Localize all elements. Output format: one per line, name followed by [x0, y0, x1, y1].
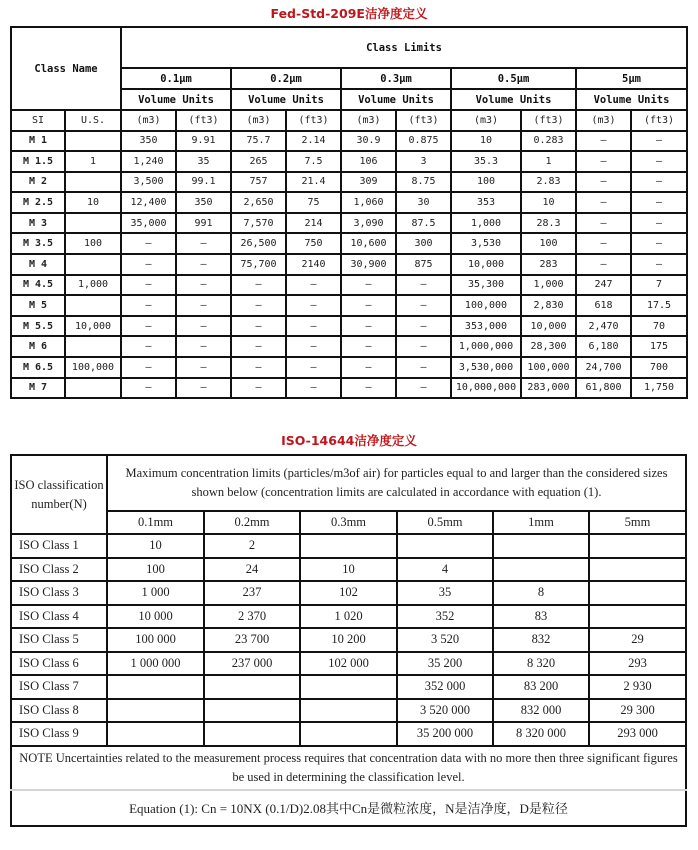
class-row: [11, 254, 687, 275]
concentration-value-cell: 102 000: [300, 652, 397, 676]
limit-value-cell: 175: [631, 336, 687, 357]
concentration-value-cell: 35 200 000: [397, 722, 493, 746]
concentration-value-cell: 10 000: [107, 605, 204, 629]
limit-value-cell: 214: [286, 213, 341, 234]
si-class-cell: M 5: [11, 295, 65, 316]
limit-value-cell: –: [631, 151, 687, 172]
us-class-cell: [65, 336, 121, 357]
limit-value-cell: 75.7: [231, 131, 286, 152]
concentration-value-cell: 293: [589, 652, 686, 676]
concentration-value-cell: 237 000: [204, 652, 300, 676]
iso-class-label: ISO Class 2: [11, 558, 107, 582]
limit-value-cell: 75,700: [231, 254, 286, 275]
class-row: [11, 336, 687, 357]
limit-value-cell: 2140: [286, 254, 341, 275]
us-class-cell: 1: [65, 151, 121, 172]
concentration-value-cell: 4: [397, 558, 493, 582]
limit-value-cell: –: [576, 131, 631, 152]
concentration-value-cell: 3 520 000: [397, 699, 493, 723]
limit-value-cell: –: [176, 357, 231, 378]
particle-size-header: 0.5mm: [397, 511, 493, 534]
limit-value-cell: 21.4: [286, 172, 341, 193]
measurement-note: NOTE Uncertainties related to the measurement process requires that concentration data with no more then three significant figures be used in determining the classification level.: [11, 746, 686, 790]
iso-class-label: ISO Class 5: [11, 628, 107, 652]
concentration-value-cell: [589, 605, 686, 629]
equation-text: Equation (1): Cn = 10NX (0.1/D)2.08其中Cn是微粒浓度，N是洁净度，D是粒径: [11, 790, 686, 826]
concentration-value-cell: 352: [397, 605, 493, 629]
concentration-value-cell: [589, 558, 686, 582]
limit-value-cell: 2.83: [521, 172, 576, 193]
us-class-cell: 10: [65, 192, 121, 213]
concentration-value-cell: 100 000: [107, 628, 204, 652]
volume-units-header: Volume Units: [341, 89, 451, 110]
limit-value-cell: 353,000: [451, 316, 521, 337]
limit-value-cell: 3,530: [451, 233, 521, 254]
limit-value-cell: 10,000: [521, 316, 576, 337]
iso-class-label: ISO Class 8: [11, 699, 107, 723]
concentration-value-cell: [493, 558, 589, 582]
concentration-value-cell: [204, 699, 300, 723]
limit-value-cell: –: [631, 254, 687, 275]
iso-class-label: ISO Class 7: [11, 675, 107, 699]
limit-value-cell: –: [341, 336, 396, 357]
si-class-cell: M 1: [11, 131, 65, 152]
limit-value-cell: 1,060: [341, 192, 396, 213]
concentration-value-cell: 23 700: [204, 628, 300, 652]
concentration-value-cell: [589, 581, 686, 605]
concentration-value-cell: 29: [589, 628, 686, 652]
concentration-value-cell: 8 320 000: [493, 722, 589, 746]
limit-value-cell: –: [176, 295, 231, 316]
iso-class-row: [11, 534, 686, 558]
concentration-value-cell: [300, 699, 397, 723]
concentration-value-cell: 24: [204, 558, 300, 582]
limit-value-cell: –: [576, 254, 631, 275]
iso-class-row: [11, 722, 686, 746]
iso-class-row: [11, 605, 686, 629]
limit-value-cell: 6,180: [576, 336, 631, 357]
concentration-value-cell: [300, 722, 397, 746]
us-class-cell: [65, 213, 121, 234]
limit-value-cell: –: [576, 233, 631, 254]
limit-value-cell: 700: [631, 357, 687, 378]
unit-ft3-header: (ft3): [286, 110, 341, 131]
limit-value-cell: 350: [176, 192, 231, 213]
concentration-value-cell: 293 000: [589, 722, 686, 746]
iso-class-label: ISO Class 9: [11, 722, 107, 746]
concentration-value-cell: 83 200: [493, 675, 589, 699]
size-header: 0.5μm: [451, 68, 576, 89]
class-row: [11, 275, 687, 296]
class-row: [11, 213, 687, 234]
limit-value-cell: –: [286, 378, 341, 399]
si-class-cell: M 5.5: [11, 316, 65, 337]
limit-value-cell: –: [176, 336, 231, 357]
limit-value-cell: –: [631, 213, 687, 234]
limit-value-cell: 875: [396, 254, 451, 275]
concentration-value-cell: 1 000 000: [107, 652, 204, 676]
particle-size-header: 1mm: [493, 511, 589, 534]
limit-value-cell: –: [231, 357, 286, 378]
class-row: [11, 192, 687, 213]
concentration-limits-header: Maximum concentration limits (particles/m3of air) for particles equal to and larger than the considered sizes shown below (concentration limits are calculated in accordance with equation (1).: [107, 455, 686, 511]
us-header: U.S.: [65, 110, 121, 131]
limit-value-cell: –: [121, 336, 176, 357]
concentration-value-cell: [107, 699, 204, 723]
limit-value-cell: 10: [521, 192, 576, 213]
limit-value-cell: 24,700: [576, 357, 631, 378]
limit-value-cell: 3,530,000: [451, 357, 521, 378]
concentration-value-cell: [493, 534, 589, 558]
limit-value-cell: 283: [521, 254, 576, 275]
concentration-value-cell: [107, 722, 204, 746]
limit-value-cell: 100,000: [521, 357, 576, 378]
limit-value-cell: 30,900: [341, 254, 396, 275]
si-class-cell: M 2.5: [11, 192, 65, 213]
limit-value-cell: 1,240: [121, 151, 176, 172]
concentration-value-cell: [107, 675, 204, 699]
limit-value-cell: 2,650: [231, 192, 286, 213]
limit-value-cell: 61,800: [576, 378, 631, 399]
concentration-value-cell: 10 200: [300, 628, 397, 652]
us-class-cell: 1,000: [65, 275, 121, 296]
concentration-value-cell: 29 300: [589, 699, 686, 723]
limit-value-cell: 12,400: [121, 192, 176, 213]
limit-value-cell: –: [286, 275, 341, 296]
limit-value-cell: 100: [521, 233, 576, 254]
limit-value-cell: 247: [576, 275, 631, 296]
limit-value-cell: –: [341, 275, 396, 296]
concentration-value-cell: 1 000: [107, 581, 204, 605]
limit-value-cell: 10,000: [451, 254, 521, 275]
limit-value-cell: 3: [396, 151, 451, 172]
limit-value-cell: 283,000: [521, 378, 576, 399]
class-row: [11, 233, 687, 254]
limit-value-cell: 2,470: [576, 316, 631, 337]
iso-class-label: ISO Class 3: [11, 581, 107, 605]
si-class-cell: M 2: [11, 172, 65, 193]
limit-value-cell: –: [576, 213, 631, 234]
iso-class-label: ISO Class 4: [11, 605, 107, 629]
limit-value-cell: –: [396, 378, 451, 399]
limit-value-cell: 0.875: [396, 131, 451, 152]
volume-units-header: Volume Units: [121, 89, 231, 110]
unit-ft3-header: (ft3): [396, 110, 451, 131]
unit-m3-header: (m3): [451, 110, 521, 131]
limit-value-cell: 2,830: [521, 295, 576, 316]
size-header: 0.2μm: [231, 68, 341, 89]
limit-value-cell: 309: [341, 172, 396, 193]
limit-value-cell: 100: [451, 172, 521, 193]
concentration-value-cell: [589, 534, 686, 558]
iso-class-row: [11, 628, 686, 652]
concentration-value-cell: [300, 534, 397, 558]
limit-value-cell: 9.91: [176, 131, 231, 152]
iso-class-row: [11, 699, 686, 723]
volume-units-header: Volume Units: [576, 89, 687, 110]
class-name-header: Class Name: [11, 27, 121, 110]
concentration-value-cell: [204, 722, 300, 746]
limit-value-cell: –: [396, 295, 451, 316]
limit-value-cell: –: [121, 295, 176, 316]
limit-value-cell: –: [286, 357, 341, 378]
limit-value-cell: 1,000: [451, 213, 521, 234]
concentration-value-cell: [204, 675, 300, 699]
limit-value-cell: –: [396, 357, 451, 378]
unit-m3-header: (m3): [121, 110, 176, 131]
limit-value-cell: –: [231, 336, 286, 357]
limit-value-cell: –: [176, 378, 231, 399]
size-header: 0.1μm: [121, 68, 231, 89]
limit-value-cell: –: [231, 378, 286, 399]
limit-value-cell: –: [576, 151, 631, 172]
concentration-value-cell: 3 520: [397, 628, 493, 652]
limit-value-cell: –: [121, 316, 176, 337]
limit-value-cell: 99.1: [176, 172, 231, 193]
iso-14644-table: [10, 454, 687, 827]
concentration-value-cell: 2: [204, 534, 300, 558]
limit-value-cell: –: [341, 378, 396, 399]
size-header: 0.3μm: [341, 68, 451, 89]
limit-value-cell: –: [576, 192, 631, 213]
limit-value-cell: 100,000: [451, 295, 521, 316]
limit-value-cell: –: [396, 275, 451, 296]
concentration-value-cell: 2 370: [204, 605, 300, 629]
us-class-cell: [65, 295, 121, 316]
limit-value-cell: 30.9: [341, 131, 396, 152]
particle-size-header: 0.3mm: [300, 511, 397, 534]
us-class-cell: 10,000: [65, 316, 121, 337]
concentration-value-cell: 10: [107, 534, 204, 558]
concentration-value-cell: 8 320: [493, 652, 589, 676]
concentration-value-cell: 1 020: [300, 605, 397, 629]
limit-value-cell: 353: [451, 192, 521, 213]
particle-size-header: 5mm: [589, 511, 686, 534]
concentration-value-cell: 352 000: [397, 675, 493, 699]
limit-value-cell: –: [631, 192, 687, 213]
class-row: [11, 295, 687, 316]
limit-value-cell: 3,500: [121, 172, 176, 193]
limit-value-cell: –: [286, 295, 341, 316]
limit-value-cell: –: [231, 295, 286, 316]
limit-value-cell: 0.283: [521, 131, 576, 152]
limit-value-cell: 35: [176, 151, 231, 172]
si-class-cell: M 7: [11, 378, 65, 399]
limit-value-cell: 3,090: [341, 213, 396, 234]
limit-value-cell: –: [286, 336, 341, 357]
concentration-value-cell: 2 930: [589, 675, 686, 699]
iso-14644-title: ISO-14644洁净度定义: [281, 433, 417, 448]
limit-value-cell: 26,500: [231, 233, 286, 254]
unit-ft3-header: (ft3): [631, 110, 687, 131]
limit-value-cell: –: [576, 172, 631, 193]
limit-value-cell: 35.3: [451, 151, 521, 172]
concentration-value-cell: [397, 534, 493, 558]
limit-value-cell: –: [341, 357, 396, 378]
si-class-cell: M 4.5: [11, 275, 65, 296]
unit-m3-header: (m3): [231, 110, 286, 131]
si-class-cell: M 6: [11, 336, 65, 357]
concentration-value-cell: 832 000: [493, 699, 589, 723]
si-class-cell: M 6.5: [11, 357, 65, 378]
limit-value-cell: –: [631, 172, 687, 193]
limit-value-cell: 75: [286, 192, 341, 213]
iso-classification-header: ISO classification number(N): [11, 455, 107, 534]
limit-value-cell: 35,000: [121, 213, 176, 234]
size-header: 5μm: [576, 68, 687, 89]
limit-value-cell: 17.5: [631, 295, 687, 316]
limit-value-cell: 991: [176, 213, 231, 234]
limit-value-cell: 7,570: [231, 213, 286, 234]
limit-value-cell: 8.75: [396, 172, 451, 193]
limit-value-cell: 300: [396, 233, 451, 254]
si-class-cell: M 3.5: [11, 233, 65, 254]
limit-value-cell: –: [176, 316, 231, 337]
limit-value-cell: 1,750: [631, 378, 687, 399]
us-class-cell: [65, 172, 121, 193]
iso-class-row: [11, 558, 686, 582]
iso-class-label: ISO Class 6: [11, 652, 107, 676]
concentration-value-cell: 8: [493, 581, 589, 605]
limit-value-cell: –: [631, 131, 687, 152]
limit-value-cell: 106: [341, 151, 396, 172]
class-row: [11, 357, 687, 378]
limit-value-cell: –: [396, 336, 451, 357]
limit-value-cell: –: [231, 275, 286, 296]
limit-value-cell: 87.5: [396, 213, 451, 234]
concentration-value-cell: 102: [300, 581, 397, 605]
concentration-value-cell: 35 200: [397, 652, 493, 676]
iso-class-row: [11, 675, 686, 699]
us-class-cell: 100,000: [65, 357, 121, 378]
limit-value-cell: –: [631, 233, 687, 254]
limit-value-cell: 30: [396, 192, 451, 213]
limit-value-cell: 7.5: [286, 151, 341, 172]
concentration-value-cell: 100: [107, 558, 204, 582]
limit-value-cell: 757: [231, 172, 286, 193]
limit-value-cell: 28,300: [521, 336, 576, 357]
particle-size-header: 0.2mm: [204, 511, 300, 534]
fed-std-209e-table: [10, 26, 688, 399]
limit-value-cell: –: [231, 316, 286, 337]
limit-value-cell: 750: [286, 233, 341, 254]
us-class-cell: [65, 131, 121, 152]
limit-value-cell: 28.3: [521, 213, 576, 234]
particle-size-header: 0.1mm: [107, 511, 204, 534]
si-header: SI: [11, 110, 65, 131]
limit-value-cell: 10: [451, 131, 521, 152]
limit-value-cell: 1: [521, 151, 576, 172]
concentration-value-cell: 237: [204, 581, 300, 605]
limit-value-cell: 35,300: [451, 275, 521, 296]
class-row: [11, 316, 687, 337]
limit-value-cell: –: [121, 254, 176, 275]
limit-value-cell: –: [121, 275, 176, 296]
us-class-cell: [65, 378, 121, 399]
unit-m3-header: (m3): [576, 110, 631, 131]
limit-value-cell: 2.14: [286, 131, 341, 152]
limit-value-cell: –: [396, 316, 451, 337]
us-class-cell: [65, 254, 121, 275]
concentration-value-cell: 83: [493, 605, 589, 629]
iso-class-row: [11, 652, 686, 676]
limit-value-cell: 1,000: [521, 275, 576, 296]
limit-value-cell: –: [121, 357, 176, 378]
concentration-value-cell: [300, 675, 397, 699]
volume-units-header: Volume Units: [451, 89, 576, 110]
iso-class-label: ISO Class 1: [11, 534, 107, 558]
concentration-value-cell: 35: [397, 581, 493, 605]
volume-units-header: Volume Units: [231, 89, 341, 110]
limit-value-cell: 265: [231, 151, 286, 172]
unit-ft3-header: (ft3): [176, 110, 231, 131]
class-limits-header: Class Limits: [121, 27, 687, 68]
iso-class-row: [11, 581, 686, 605]
unit-ft3-header: (ft3): [521, 110, 576, 131]
limit-value-cell: –: [176, 275, 231, 296]
us-class-cell: 100: [65, 233, 121, 254]
limit-value-cell: 70: [631, 316, 687, 337]
concentration-value-cell: 10: [300, 558, 397, 582]
limit-value-cell: –: [176, 233, 231, 254]
si-class-cell: M 1.5: [11, 151, 65, 172]
limit-value-cell: 10,000,000: [451, 378, 521, 399]
limit-value-cell: –: [121, 233, 176, 254]
si-class-cell: M 4: [11, 254, 65, 275]
fed-std-209e-title: Fed-Std-209E洁净度定义: [270, 6, 428, 21]
class-row: [11, 131, 687, 152]
unit-m3-header: (m3): [341, 110, 396, 131]
limit-value-cell: –: [341, 316, 396, 337]
si-class-cell: M 3: [11, 213, 65, 234]
limit-value-cell: –: [121, 378, 176, 399]
concentration-value-cell: 832: [493, 628, 589, 652]
limit-value-cell: 618: [576, 295, 631, 316]
limit-value-cell: –: [341, 295, 396, 316]
limit-value-cell: 7: [631, 275, 687, 296]
class-row: [11, 378, 687, 399]
class-row: [11, 151, 687, 172]
limit-value-cell: 10,600: [341, 233, 396, 254]
limit-value-cell: 1,000,000: [451, 336, 521, 357]
limit-value-cell: –: [176, 254, 231, 275]
limit-value-cell: –: [286, 316, 341, 337]
class-row: [11, 172, 687, 193]
limit-value-cell: 350: [121, 131, 176, 152]
